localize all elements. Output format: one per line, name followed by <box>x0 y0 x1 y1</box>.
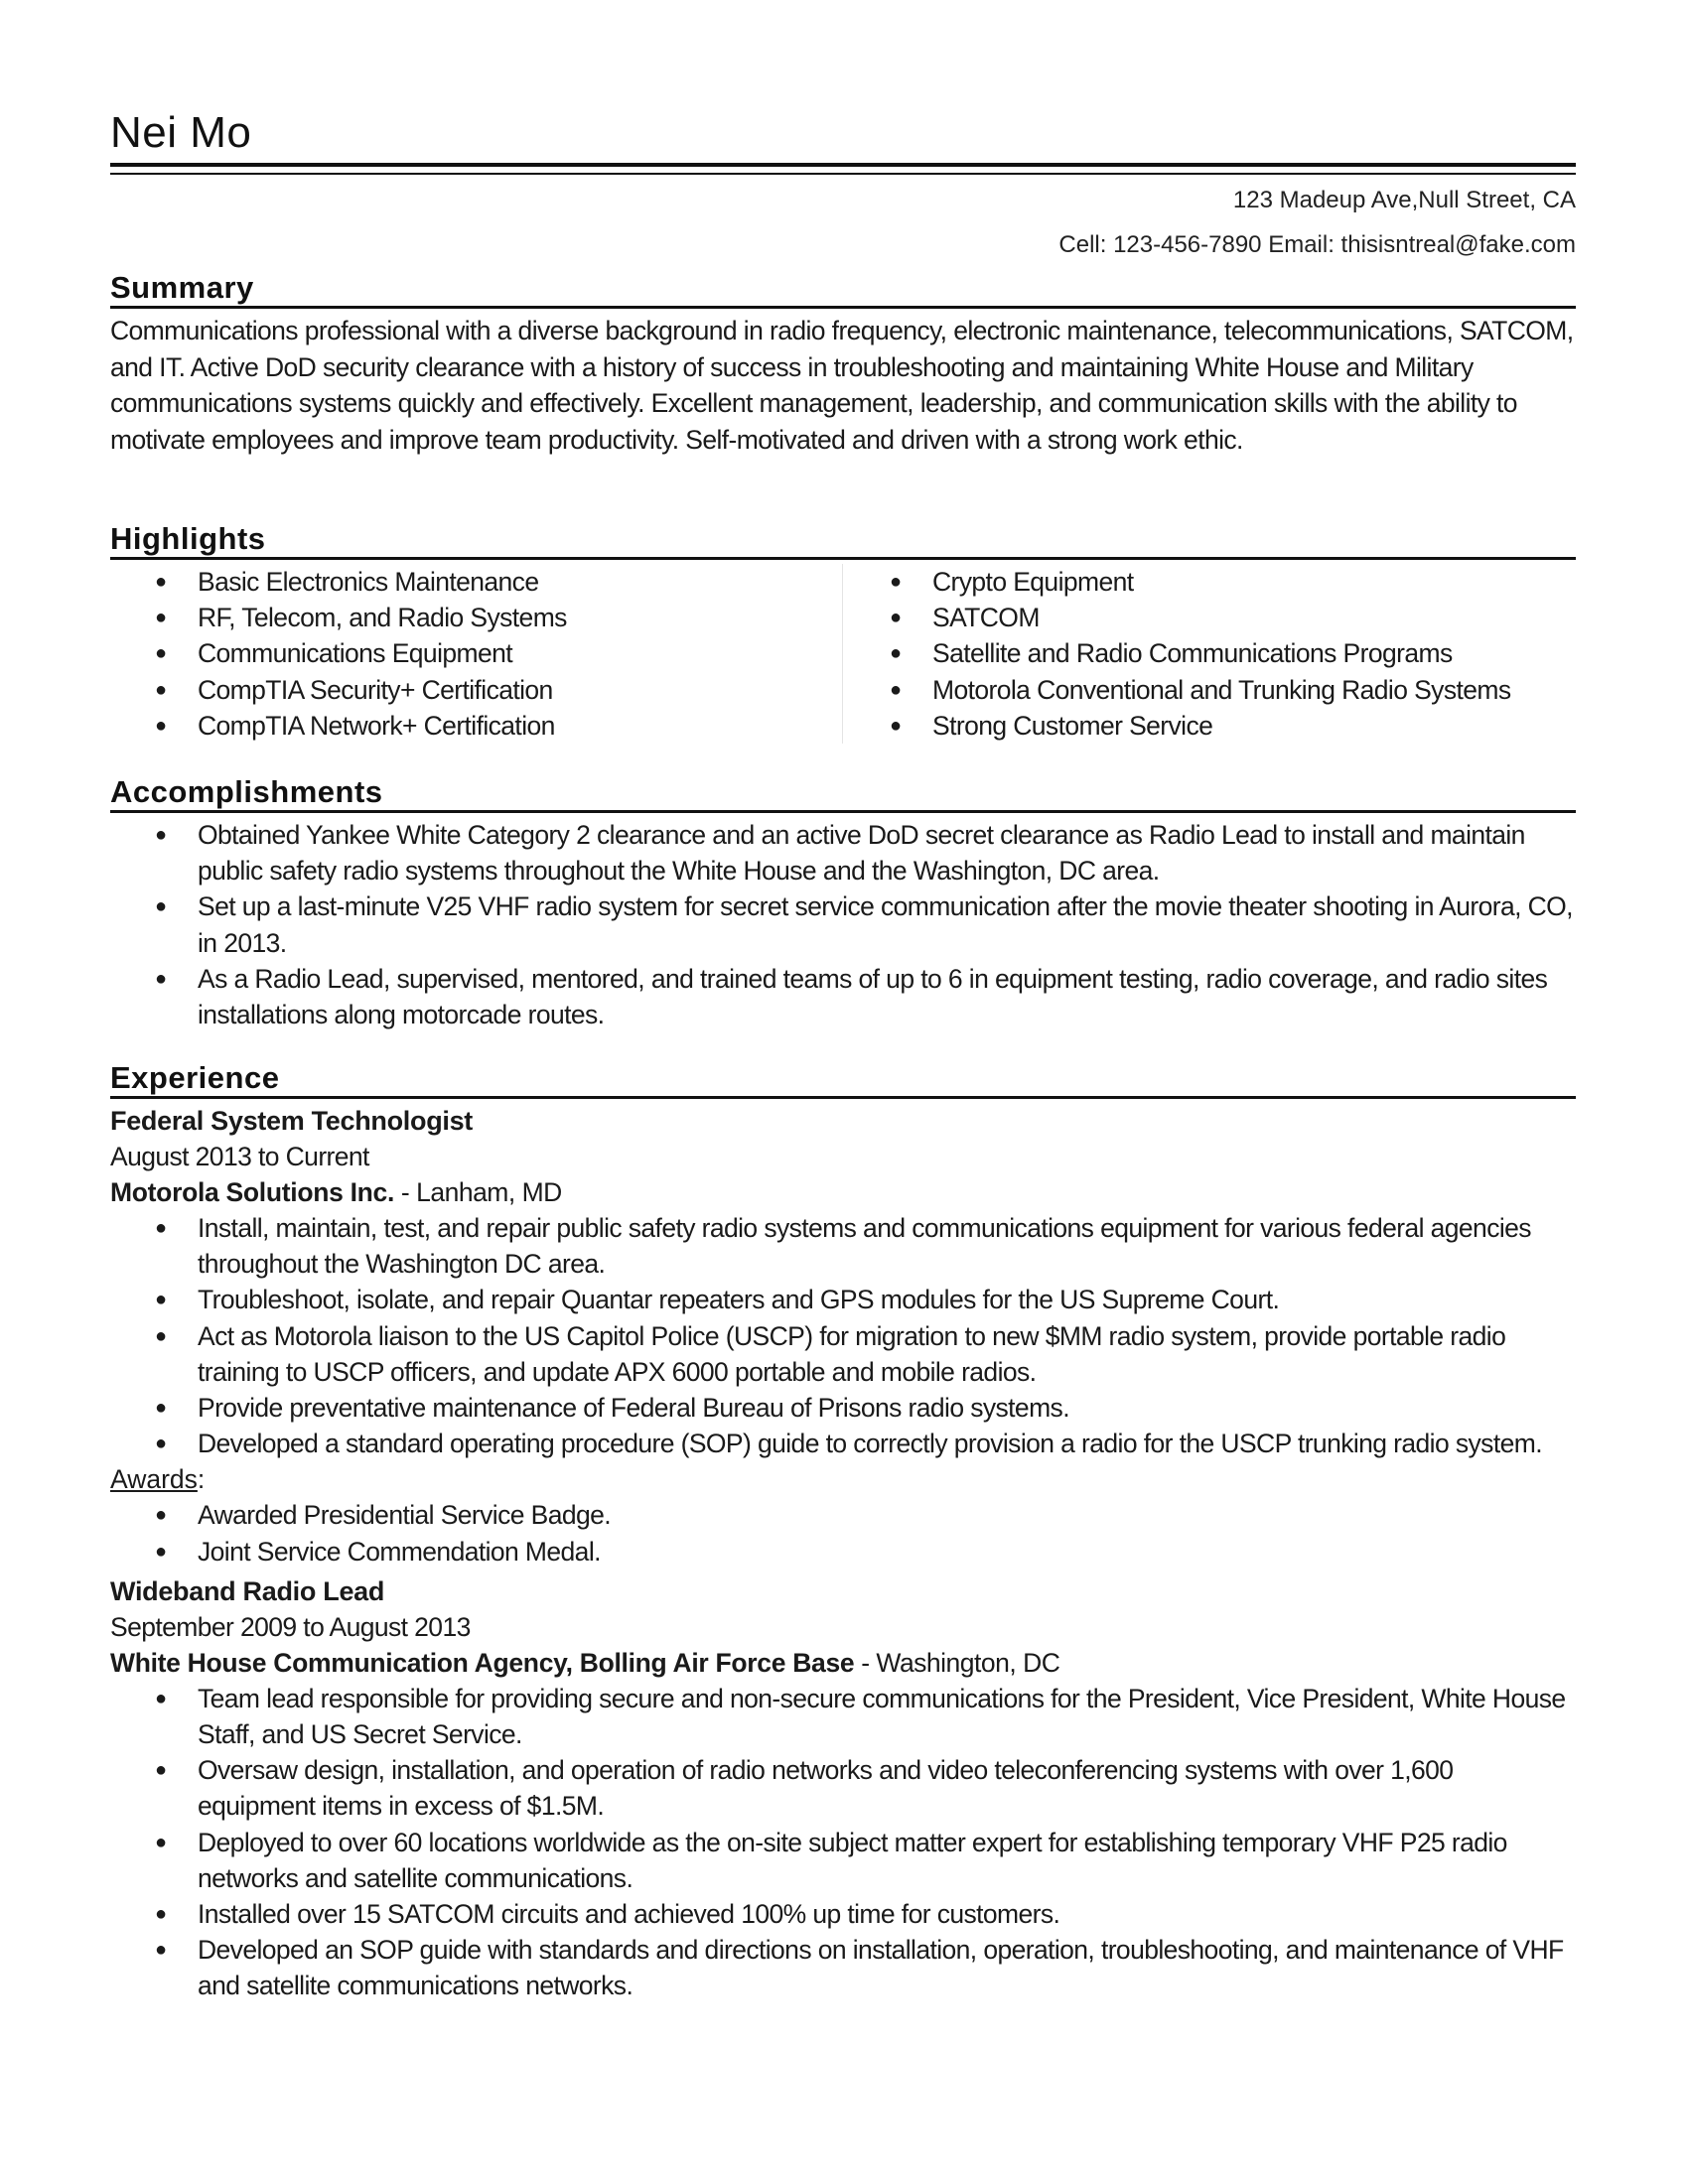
job-title: Wideband Radio Lead <box>110 1575 385 1606</box>
bullet-icon: ● <box>890 678 902 701</box>
bullet-icon: ● <box>155 678 167 701</box>
job-dates: August 2013 to Current <box>110 1142 369 1171</box>
bullet-icon: ● <box>155 642 167 665</box>
bullet-icon: ● <box>155 1540 167 1563</box>
list-item: ● Troubleshoot, isolate, and repair Quantar repeaters and GPS modules for the US Supreme Court. <box>110 1282 1576 1317</box>
bullet-icon: ● <box>155 1397 167 1420</box>
list-item: ● RF, Telecom, and Radio Systems <box>110 600 842 635</box>
job-title: Federal System Technologist <box>110 1106 473 1136</box>
highlights-heading: Highlights <box>110 521 1576 560</box>
list-item: ● Awarded Presidential Service Badge. <box>110 1497 1576 1533</box>
highlights-left-column <box>110 564 843 744</box>
bullet-icon: ● <box>155 1939 167 1962</box>
list-item: ● Crypto Equipment <box>843 564 1576 600</box>
highlights-right-column <box>843 564 1576 744</box>
experience-section <box>110 1060 1576 2004</box>
bullet-icon: ● <box>890 571 902 593</box>
list-item: ● Motorola Conventional and Trunking Radio Systems <box>843 672 1576 708</box>
job-location: - Lanham, MD <box>394 1177 562 1207</box>
list-item: ● Oversaw design, installation, and operation of radio networks and video teleconferencing systems with over 1,600 equipment items in excess of $1.5M. <box>110 1752 1576 1824</box>
list-item: ● Team lead responsible for providing secure and non-secure communications for the President, Vice President, White House Staff, and US Secret Service. <box>110 1681 1576 1752</box>
bullet-icon: ● <box>155 714 167 737</box>
list-item: ● Strong Customer Service <box>843 708 1576 744</box>
list-item: ● Deployed to over 60 locations worldwide as the on-site subject matter expert for establishing temporary VHF P25 radio networks and satellite communications. <box>110 1825 1576 1896</box>
bullet-icon: ● <box>155 1903 167 1926</box>
list-item: ● Basic Electronics Maintenance <box>110 564 842 600</box>
resume-page <box>110 0 1576 2184</box>
bullet-icon: ● <box>155 607 167 629</box>
experience-heading: Experience <box>110 1060 1576 1099</box>
bullet-icon: ● <box>155 967 167 990</box>
list-item: ● Developed a standard operating procedure (SOP) guide to correctly provision a radio for the USCP trunking radio system. <box>110 1426 1576 1461</box>
list-item: ● Communications Equipment <box>110 635 842 671</box>
list-item: ● Developed an SOP guide with standards and directions on installation, operation, troubleshooting, and maintenance of VHF and satellite communications networks. <box>110 1932 1576 2003</box>
job-company: White House Communication Agency, Bolling Air Force Base <box>110 1647 855 1678</box>
job-location: - Washington, DC <box>854 1647 1060 1678</box>
contact-address: 123 Madeup Ave,Null Street, CA <box>1232 187 1576 213</box>
list-item: ● Installed over 15 SATCOM circuits and achieved 100% up time for customers. <box>110 1896 1576 1932</box>
accomplishments-heading: Accomplishments <box>110 774 1576 813</box>
bullet-icon: ● <box>155 1759 167 1782</box>
job-entry-2 <box>110 1573 1576 2004</box>
bullet-icon: ● <box>155 824 167 846</box>
list-item: ● CompTIA Network+ Certification <box>110 708 842 744</box>
job-company: Motorola Solutions Inc. <box>110 1177 395 1207</box>
job-entry-1 <box>110 1103 1576 1570</box>
list-item: ● SATCOM <box>843 600 1576 635</box>
list-item: ● Provide preventative maintenance of Federal Bureau of Prisons radio systems. <box>110 1390 1576 1426</box>
job-dates: September 2009 to August 2013 <box>110 1611 471 1642</box>
list-item: ● Set up a last-minute V25 VHF radio system for secret service communication after the movie theater shooting in Aurora, CO, in 2013. <box>110 888 1576 960</box>
bullet-icon: ● <box>155 1217 167 1239</box>
bullet-icon: ● <box>890 607 902 629</box>
accomplishments-section <box>110 774 1576 1032</box>
bullet-icon: ● <box>155 1289 167 1311</box>
list-item: ● As a Radio Lead, supervised, mentored, and trained teams of up to 6 in equipment testing, radio coverage, and radio sites installations along motorcade routes. <box>110 961 1576 1032</box>
list-item: ● Obtained Yankee White Category 2 clearance and an active DoD secret clearance as Radio Lead to install and maintain public safety radio systems throughout the White House and the Washington, DC area. <box>110 817 1576 888</box>
list-item: ● CompTIA Security+ Certification <box>110 672 842 708</box>
highlights-section <box>110 521 1576 744</box>
summary-heading: Summary <box>110 270 1576 309</box>
list-item: ● Satellite and Radio Communications Programs <box>843 635 1576 671</box>
bullet-icon: ● <box>155 1831 167 1853</box>
summary-text: Communications professional with a diverse background in radio frequency, electronic maintenance, telecommunications, SATCOM, and IT. Active DoD security clearance with a history of success in troubleshooting and maintaining White House and Military communications systems quickly and effectively. Excellent management, leadership, and communication skills with the ability to motivate employees and improve team productivity. Self-motivated and driven with a strong work ethic. <box>110 316 1574 455</box>
contact-phone-email: Cell: 123-456-7890 Email: thisisntreal@fake.com <box>1058 231 1576 258</box>
header-divider <box>110 163 1576 175</box>
bullet-icon: ● <box>890 642 902 665</box>
highlights-columns <box>110 564 1576 744</box>
list-item: ● Install, maintain, test, and repair public safety radio systems and communications equipment for various federal agencies throughout the Washington DC area. <box>110 1210 1576 1282</box>
job-company-line <box>110 1645 1576 1681</box>
bullet-icon: ● <box>155 1433 167 1455</box>
awards-label: Awards: <box>110 1464 206 1495</box>
bullet-icon: ● <box>155 1324 167 1347</box>
job-company-line <box>110 1174 1576 1210</box>
list-item: ● Joint Service Commendation Medal. <box>110 1534 1576 1570</box>
bullet-icon: ● <box>890 714 902 737</box>
bullet-icon: ● <box>155 1687 167 1709</box>
bullet-icon: ● <box>155 895 167 918</box>
list-item: ● Act as Motorola liaison to the US Capitol Police (USCP) for migration to new $MM radio system, provide portable radio training to USCP officers, and update APX 6000 portable and mobile radios. <box>110 1318 1576 1390</box>
summary-section <box>110 270 1576 458</box>
bullet-icon: ● <box>155 571 167 593</box>
candidate-name: Nei Mo <box>110 108 252 157</box>
bullet-icon: ● <box>155 1504 167 1527</box>
